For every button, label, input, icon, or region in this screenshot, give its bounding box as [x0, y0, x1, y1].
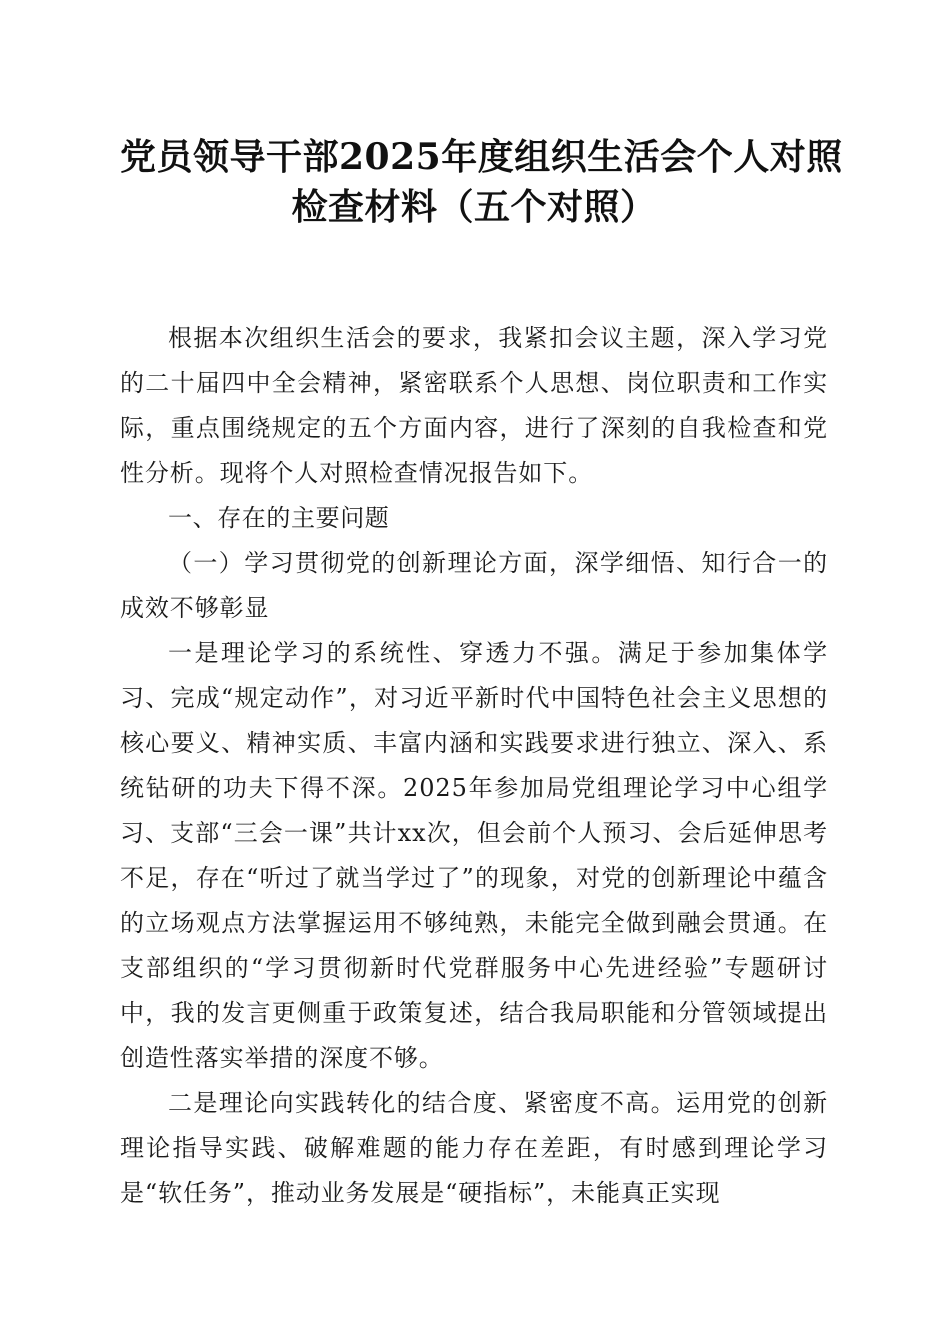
document-page: [120, 132, 843, 1216]
subsection-heading: （一）学习贯彻党的创新理论方面，深学细悟、知行合一的成效不够彰显: [120, 549, 828, 622]
title-line-1: 党员领导干部2025年度组织生活会个人对照: [120, 136, 843, 178]
document-title: [120, 132, 843, 232]
document-body: [120, 316, 828, 1216]
section-heading: 一、存在的主要问题: [168, 504, 390, 532]
body-paragraph: 一是理论学习的系统性、穿透力不强。满足于参加集体学习、完成“规定动作”，对习近平新时代中国特色社会主义思想的核心要义、精神实质、丰富内涵和实践要求进行独立、深入、系统钻研的功夫下得不深。2025年参加局党组理论学习中心组学习、支部“三会一课”共计xx次，但会前个人预习、会后延伸思考不足，存在“听过了就当学过了”的现象，对党的创新理论中蕴含的立场观点方法掌握运用不够纯熟，未能完全做到融会贯通。在支部组织的“学习贯彻新时代党群服务中心先进经验”专题研讨中，我的发言更侧重于政策复述，结合我局职能和分管领域提出创造性落实举措的深度不够。: [120, 639, 828, 1072]
title-line-2: 检查材料（五个对照）: [291, 186, 657, 228]
intro-paragraph: 根据本次组织生活会的要求，我紧扣会议主题，深入学习党的二十届四中全会精神，紧密联系个人思想、岗位职责和工作实际，重点围绕规定的五个方面内容，进行了深刻的自我检查和党性分析。现将个人对照检查情况报告如下。: [120, 324, 828, 487]
body-paragraph: 二是理论向实践转化的结合度、紧密度不高。运用党的创新理论指导实践、破解难题的能力存在差距，有时感到理论学习是“软任务”，推动业务发展是“硬指标”，未能真正实现: [120, 1089, 828, 1207]
